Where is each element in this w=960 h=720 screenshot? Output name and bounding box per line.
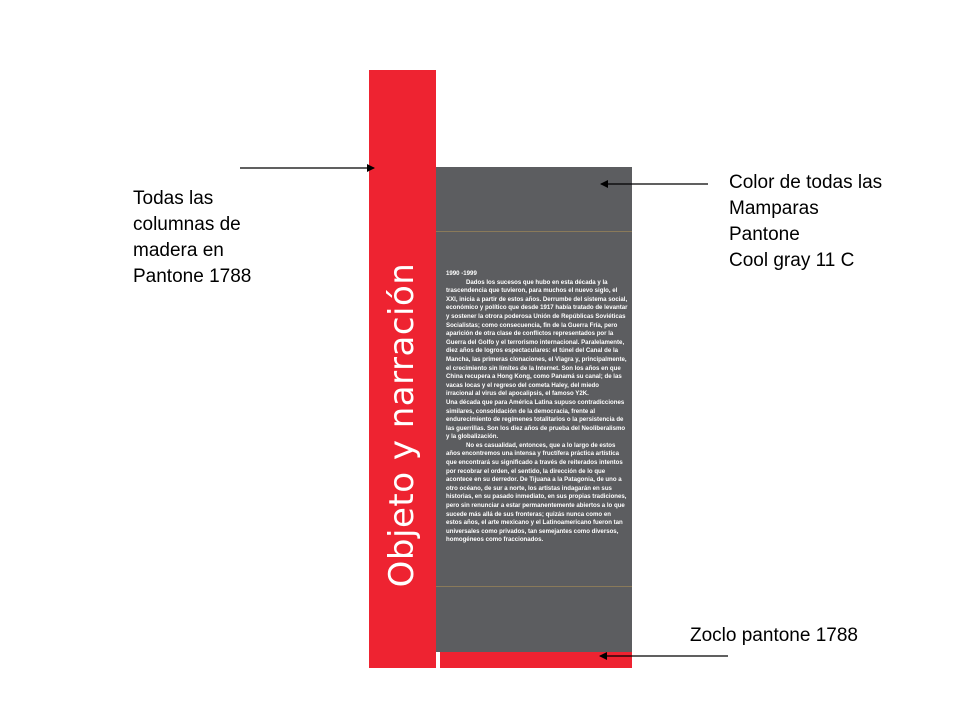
annotation-line: columnas de — [133, 214, 241, 235]
panel-paragraph-3: No es casualidad, entonces, que a lo largo de estos años encontremos una intensa y fructífera práctica artística que encontrará su significado a través de reiterados intentos por recobrar el orden, el sentido, la dirección de lo que acontece en su derredor. De Tijuana a la Patagonia, de uno a otro océano, de sur a norte, los artistas indagarán en sus historias, en su pasado inmediato, en sus propias tradiciones, pero sin renunciar a estar permanentemente abiertos a lo que sucede más allá de sus fronteras; quizás nunca como en estos años, el arte mexicano y el Latinoamericano fueron tan universales como privados, tan semejantes como diversos, homogéneos como fraccionados. — [446, 441, 627, 544]
panel-paragraph-2: Una década que para América Latina supuso contradicciones similares, consolidación de la democracia, frente al endurecimiento de regímenes totalitarios o la persistencia de las guerrillas. Son los diez años de prueba del Neoliberalismo y la globalización. — [446, 398, 626, 441]
panel-paragraph-1: Dados los sucesos que hubo en esta década y la trascendencia que tuvieron, para muchos el nuevo siglo, el XXI, inicia a partir de estos años. Derrumbe del sistema social, económico y político que desde 1917 había tratado de levantar y sostener la otrora poderosa Unión de Repúblicas Soviéticas Socialistas; como consecuencia, fin de la Guerra Fría, pero aparición de otra clase de conflictos representados por la Guerra del Golfo y el terrorismo internacional. Paralelamente, diez años de logros espectaculares: el túnel del Canal de la Mancha, las primeras clonaciones, el Viagra y, principalmente, el crecimiento sin límites de la Internet. Son los años en que China recupera a Hong Kong, como Panamá su canal; de las vacas locas y el regreso del cometa Haley, del miedo irracional al virus del apocalipsis, el famoso Y2K. — [446, 278, 628, 398]
column-title: Objeto y narración — [382, 262, 422, 588]
annotation-line: Pantone 1788 — [133, 266, 252, 287]
annotation-line: Color de todas las — [729, 172, 883, 193]
annotation-line: Pantone — [729, 224, 800, 245]
annotation-line: Mamparas — [729, 198, 819, 219]
annotation-line: madera en — [133, 240, 224, 261]
annotation-line: Todas las — [133, 188, 214, 209]
annotation-line: Cool gray 11 C — [729, 250, 855, 271]
annotation-line: Zoclo pantone 1788 — [690, 625, 858, 646]
panel-year: 1990 -1999 — [446, 270, 477, 277]
